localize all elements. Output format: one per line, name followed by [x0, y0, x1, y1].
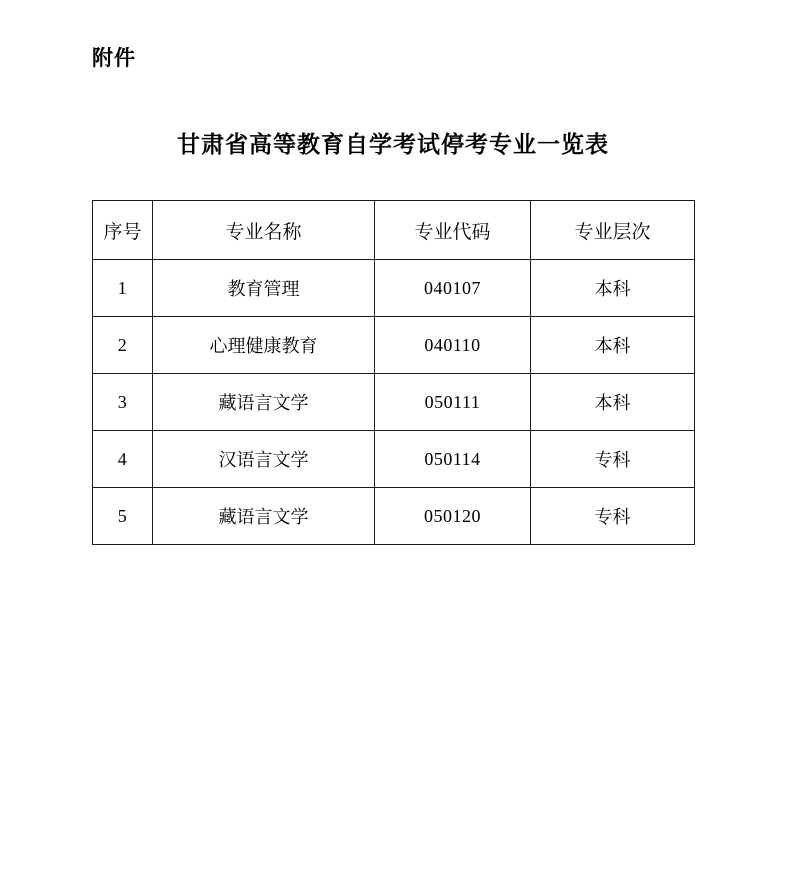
cell-no: 3	[93, 374, 153, 431]
table-header	[93, 201, 695, 260]
cell-no: 2	[93, 317, 153, 374]
cell-major-name: 藏语言文学	[153, 374, 375, 431]
cell-no: 4	[93, 431, 153, 488]
majors-table	[92, 200, 695, 545]
cell-major-name: 藏语言文学	[153, 488, 375, 545]
majors-table-container	[92, 200, 694, 545]
table-row	[93, 260, 695, 317]
table-body	[93, 260, 695, 545]
table-row	[93, 374, 695, 431]
cell-major-code: 040110	[375, 317, 531, 374]
cell-no: 1	[93, 260, 153, 317]
table-header-row	[93, 201, 695, 260]
cell-major-level: 专科	[531, 488, 695, 545]
cell-no: 5	[93, 488, 153, 545]
attachment-label: 附件	[92, 47, 136, 70]
cell-major-level: 本科	[531, 374, 695, 431]
page-title: 甘肃省高等教育自学考试停考专业一览表	[177, 132, 609, 157]
cell-major-name: 教育管理	[153, 260, 375, 317]
table-row	[93, 317, 695, 374]
cell-major-level: 本科	[531, 260, 695, 317]
column-header-no: 序号	[93, 201, 153, 260]
cell-major-code: 040107	[375, 260, 531, 317]
cell-major-code: 050120	[375, 488, 531, 545]
table-row	[93, 431, 695, 488]
column-header-name: 专业名称	[153, 201, 375, 260]
cell-major-code: 050111	[375, 374, 531, 431]
cell-major-code: 050114	[375, 431, 531, 488]
column-header-code: 专业代码	[375, 201, 531, 260]
column-header-level: 专业层次	[531, 201, 695, 260]
cell-major-level: 专科	[531, 431, 695, 488]
table-row	[93, 488, 695, 545]
cell-major-level: 本科	[531, 317, 695, 374]
cell-major-name: 汉语言文学	[153, 431, 375, 488]
cell-major-name: 心理健康教育	[153, 317, 375, 374]
